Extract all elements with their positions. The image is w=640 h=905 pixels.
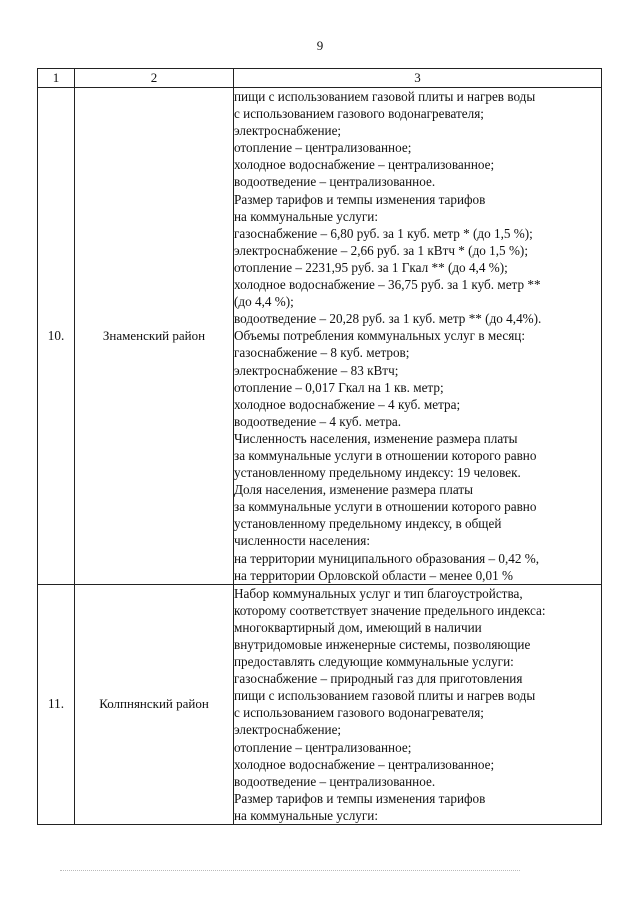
description-line: холодное водоснабжение – централизованное; [234,157,495,173]
row-number: 10. [38,88,75,585]
description-line: численности населения: [234,533,371,549]
description-line: Набор коммунальных услуг и тип благоустройства, [234,585,523,601]
row-number: 11. [38,584,75,824]
table-row [38,584,602,824]
description-line: отопление – 0,017 Гкал на 1 кв. метр; [234,379,444,395]
region-name: Колпнянский район [75,584,234,824]
description-line: холодное водоснабжение – 4 куб. метра; [234,396,461,412]
description-line: Размер тарифов и темпы изменения тарифов [234,191,486,207]
description-line: многоквартирный дом, имеющий в наличии [234,619,482,635]
column-header: 3 [234,69,602,88]
tariff-table [37,68,602,825]
description-line: отопление – централизованное; [234,140,412,156]
description-line: (до 4,4 %); [234,294,294,310]
description-cell [234,584,602,824]
description-line: Численность населения, изменение размера платы [234,430,518,446]
description-line: водоотведение – 20,28 руб. за 1 куб. метр ** (до 4,4%). [234,311,542,327]
description-line: с использованием газового водонагревателя; [234,705,484,721]
description-line: пищи с использованием газовой плиты и нагрев воды [234,688,536,704]
description-line: водоотведение – централизованное. [234,773,436,789]
description-line: на коммунальные услуги: [234,208,379,224]
description-line: отопление – 2231,95 руб. за 1 Гкал ** (до 4,4 %); [234,259,508,275]
description-line: внутридомовые инженерные системы, позволяющие [234,637,531,652]
description-line: газоснабжение – 8 куб. метров; [234,345,410,361]
description-line: за коммунальные услуги в отношении которого равно [234,447,537,463]
description-line: предоставлять следующие коммунальные услуги: [234,654,514,670]
description-cell [234,88,602,585]
description-line: установленному предельному индексу: 19 человек. [234,465,521,481]
footer-rule [60,870,520,871]
description-line: газоснабжение – 6,80 руб. за 1 куб. метр * (до 1,5 %); [234,225,533,241]
description-line: водоотведение – централизованное. [234,174,436,190]
description-line: Размер тарифов и темпы изменения тарифов [234,790,486,806]
description-line: отопление – централизованное; [234,739,412,755]
region-name: Знаменский район [75,88,234,585]
description-line: Объемы потребления коммунальных услуг в месяц: [234,328,526,344]
description-line: водоотведение – 4 куб. метра. [234,413,402,429]
description-line: Доля населения, изменение размера платы [234,482,473,498]
table-header-row [38,69,602,88]
description-line: пищи с использованием газовой плиты и нагрев воды [234,89,536,104]
column-header: 1 [38,69,75,88]
description-line: газоснабжение – природный газ для приготовления [234,671,523,687]
description-line: электроснабжение – 83 кВтч; [234,362,399,378]
description-line: электроснабжение; [234,722,342,738]
description-line: которому соответствует значение предельного индекса: [234,602,546,618]
table-row [38,88,602,585]
description-line: с использованием газового водонагревателя; [234,106,484,122]
description-line: на территории Орловской области – менее 0,01 % [234,567,513,583]
description-line: холодное водоснабжение – 36,75 руб. за 1 куб. метр ** [234,277,541,293]
description-line: установленному предельному индексу, в общей [234,516,502,532]
description-line: за коммунальные услуги в отношении которого равно [234,499,537,515]
description-line: холодное водоснабжение – централизованное; [234,756,495,772]
description-line: на коммунальные услуги: [234,807,379,823]
description-line: электроснабжение; [234,123,342,139]
description-line: электроснабжение – 2,66 руб. за 1 кВтч * (до 1,5 %); [234,242,528,258]
description-line: на территории муниципального образования – 0,42 %, [234,550,540,566]
column-header: 2 [75,69,234,88]
page-number: 9 [316,38,324,53]
